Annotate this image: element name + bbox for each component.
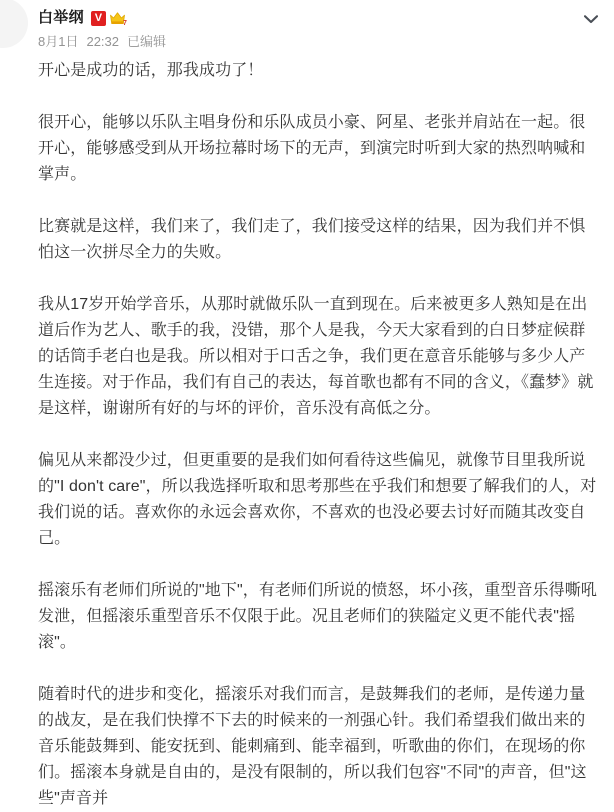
post-paragraph: 我从17岁开始学音乐，从那时就做乐队一直到现在。后来被更多人熟知是在出道后作为艺人、歌手的我，没错，那个人是我，今天大家看到的白日梦症候群的话筒手老白也是我。所以相对于口舌之争，我们更在意音乐能够与多少人产生连接。对于作品，我们有自己的表达，每首歌也都有不同的含义，《蠢梦》就是这样，谢谢所有好的与坏的评价，音乐没有高低之分。 <box>38 296 594 417</box>
post-paragraph: 偏见从来都没少过，但更重要的是我们如何看待这些偏见，就像节目里我所说的"I don't care"，所以我选择听取和思考那些在乎我们和想要了解我们的人，对我们说的话。喜欢你的永远会喜欢你，不喜欢的也没必要去讨好而随其改变自己。 <box>38 452 597 547</box>
crown-badge-level: 7 <box>123 19 127 27</box>
post-paragraph: 摇滚乐有老师们所说的"地下"，有老师们所说的愤怒，坏小孩，重型音乐得嘶吼发泄，但摇滚乐重型音乐不仅限于此。况且老师们的狭隘定义更不能代表"摇滚"。 <box>38 582 597 651</box>
author-row <box>38 8 600 28</box>
chevron-down-icon[interactable] <box>580 8 602 30</box>
post-header <box>38 8 600 54</box>
author-name[interactable]: 白举纲 <box>38 9 84 26</box>
post-meta <box>38 33 600 51</box>
post-paragraph: 随着时代的进步和变化，摇滚乐对我们而言，是鼓舞我们的老师，是传递力量的战友，是在我们快撑不下去的时候来的一剂强心针。我们希望我们做出来的音乐能鼓舞到、能安抚到、能刺痛到、能幸福到，听歌曲的你们，在现场的你们。摇滚本身就是自由的，是没有限制的，所以我们包容"不同"的声音，但"这些"声音并 <box>38 686 587 807</box>
avatar[interactable] <box>0 0 28 48</box>
crown-badge-icon[interactable] <box>109 11 126 26</box>
verified-badge-icon[interactable]: V <box>91 11 106 26</box>
post-paragraph: 开心是成功的话，那我成功了！ <box>38 62 264 79</box>
edited-label: 已编辑 <box>127 34 167 49</box>
post-time: 22:32 <box>86 34 120 49</box>
post-body <box>38 58 598 812</box>
post-paragraph: 比赛就是这样，我们来了，我们走了，我们接受这样的结果，因为我们并不惧怕这一次拼尽全力的失败。 <box>38 218 586 261</box>
post-paragraph: 很开心，能够以乐队主唱身份和乐队成员小豪、阿星、老张并肩站在一起。很开心，能够感受到从开场拉幕时场下的无声，到演完时听到大家的热烈呐喊和掌声。 <box>38 114 586 183</box>
post-date: 8月1日 <box>38 34 79 49</box>
